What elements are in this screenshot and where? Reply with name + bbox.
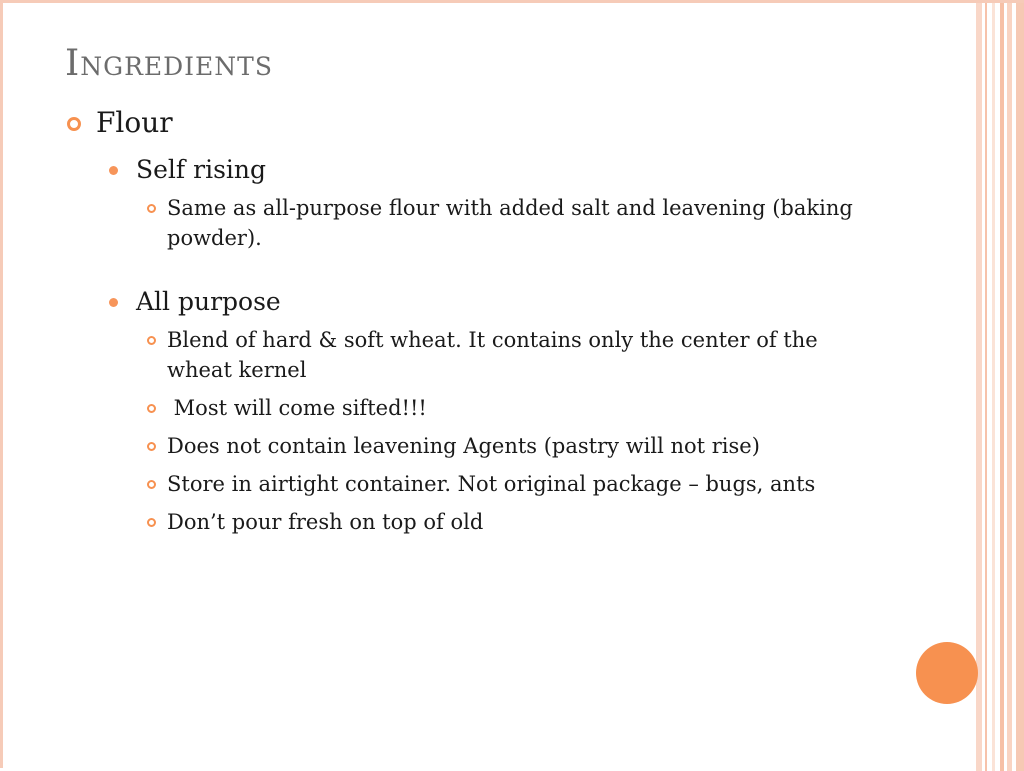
decorative-stripes bbox=[976, 3, 1024, 771]
bullet-text: Blend of hard & soft wheat. It contains only the center of the wheat kernel bbox=[167, 328, 818, 382]
bullet-level3-item bbox=[145, 393, 857, 423]
stripe bbox=[1007, 3, 1012, 771]
bullet-level3-item bbox=[145, 193, 857, 253]
bullet-level3-item bbox=[145, 431, 857, 461]
stripe bbox=[1016, 3, 1024, 771]
hollow-circle-bullet-icon bbox=[67, 117, 81, 131]
bullet-text: Most will come sifted!!! bbox=[167, 396, 427, 420]
bullet-level3-item bbox=[145, 507, 857, 537]
small-hollow-circle-bullet-icon bbox=[147, 404, 156, 413]
small-hollow-circle-bullet-icon bbox=[147, 442, 156, 451]
small-hollow-circle-bullet-icon bbox=[147, 480, 156, 489]
filled-circle-bullet-icon bbox=[109, 298, 118, 307]
bullet-text: Self rising bbox=[136, 155, 266, 184]
bullet-text: Don’t pour fresh on top of old bbox=[167, 510, 484, 534]
slide-content bbox=[65, 105, 865, 537]
bullet-level3-item bbox=[145, 325, 857, 385]
slide-title: Ingredients bbox=[65, 43, 273, 84]
bullet-text: Does not contain leavening Agents (pastry will not rise) bbox=[167, 434, 760, 458]
accent-circle bbox=[916, 642, 978, 704]
bullet-text: Store in airtight container. Not original package – bugs, ants bbox=[167, 472, 816, 496]
bullet-text: Flour bbox=[96, 106, 173, 139]
bullet-level2-self-rising bbox=[105, 153, 865, 187]
bullet-level3-item bbox=[145, 469, 857, 499]
stripe bbox=[985, 3, 987, 771]
stripe bbox=[976, 3, 982, 771]
filled-circle-bullet-icon bbox=[109, 166, 118, 175]
small-hollow-circle-bullet-icon bbox=[147, 336, 156, 345]
small-hollow-circle-bullet-icon bbox=[147, 204, 156, 213]
bullet-level2-all-purpose bbox=[105, 285, 865, 319]
small-hollow-circle-bullet-icon bbox=[147, 518, 156, 527]
stripe bbox=[1000, 3, 1004, 771]
bullet-text: Same as all-purpose flour with added salt and leavening (baking powder). bbox=[167, 196, 853, 250]
bullet-level1-flour bbox=[65, 105, 865, 141]
bullet-text: All purpose bbox=[136, 287, 281, 316]
stripe bbox=[992, 3, 995, 771]
